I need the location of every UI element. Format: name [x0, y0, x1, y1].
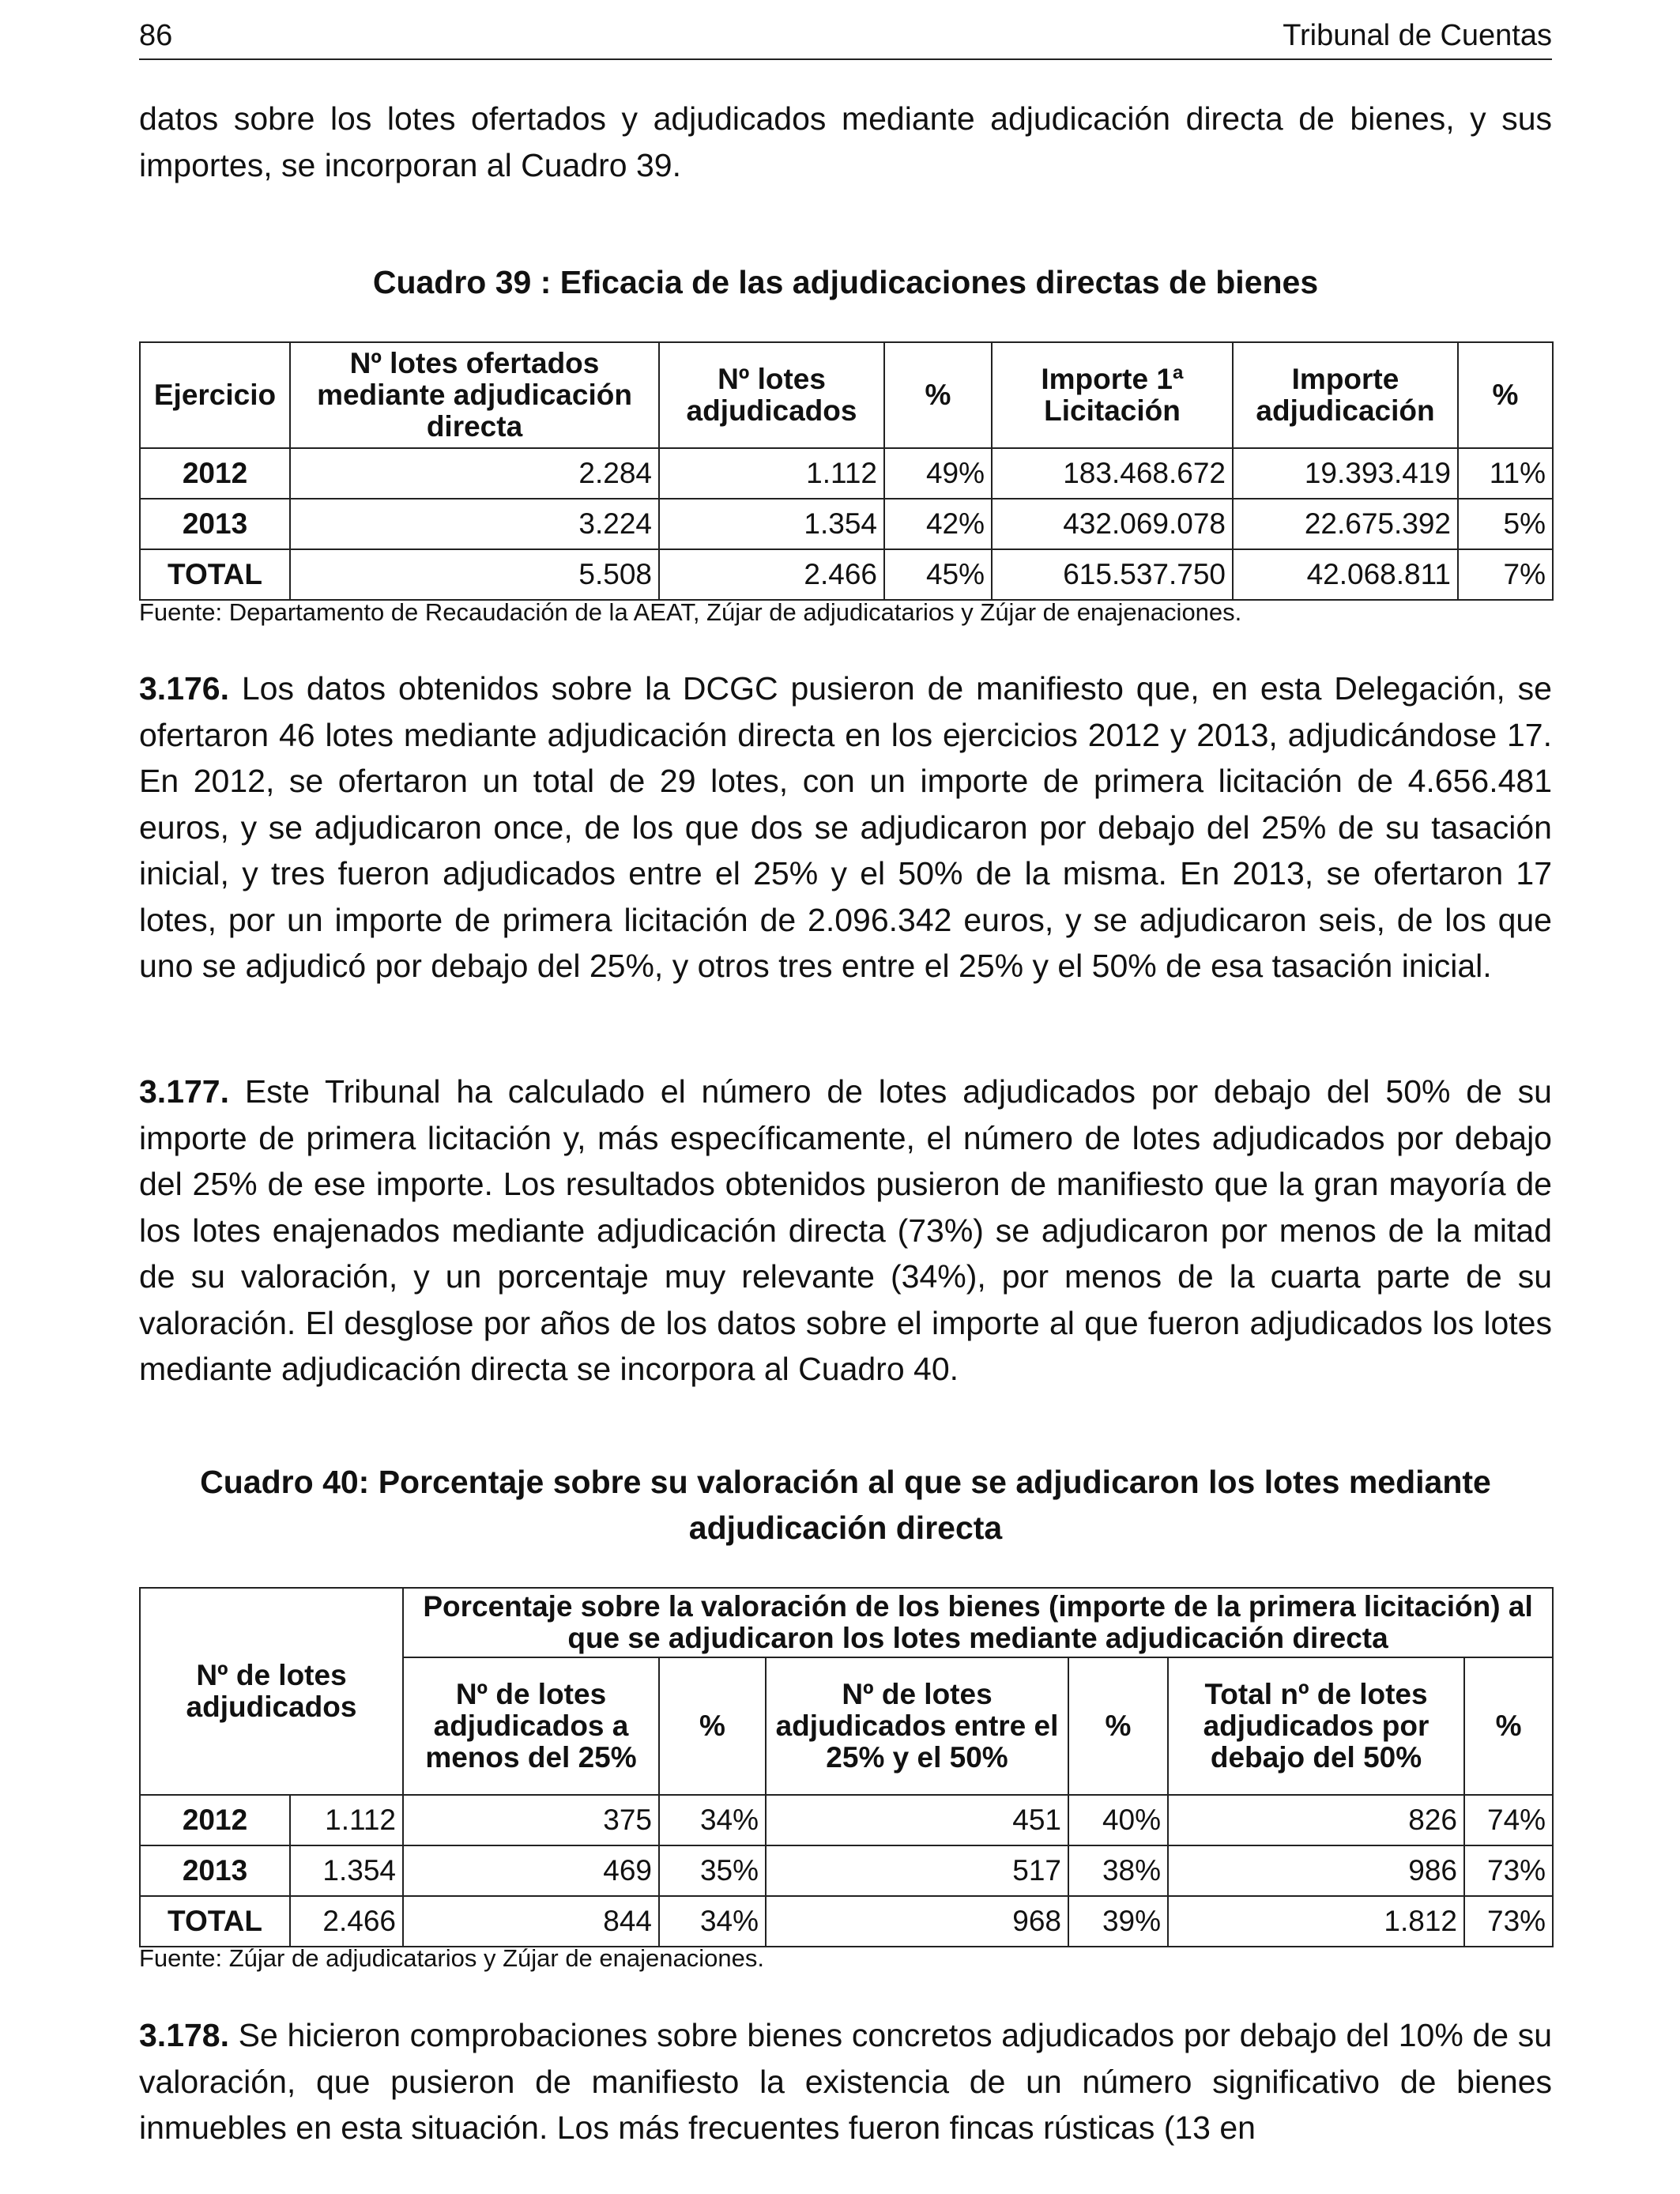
- cell-menos-25: 844: [403, 1896, 659, 1947]
- col-menos-25: Nº de lotes adjudicados a menos del 25%: [403, 1657, 659, 1795]
- cuadro39-title: Cuadro 39 : Eficacia de las adjudicaciones directas de bienes: [372, 264, 1319, 300]
- cell-importe-licitacion: 183.468.672: [992, 448, 1233, 499]
- cell-importe-licitacion: 615.537.750: [992, 549, 1233, 600]
- col-importe-adjudicacion: Importe adjudicación: [1233, 342, 1458, 448]
- paragraph-3176: [139, 665, 1552, 990]
- cell-pct-entre: 38%: [1068, 1845, 1168, 1896]
- cell-pct-entre: 39%: [1068, 1896, 1168, 1947]
- running-title: Tribunal de Cuentas: [1283, 19, 1552, 52]
- cell-entre: 968: [766, 1896, 1068, 1947]
- table-row-total: [140, 549, 1553, 600]
- cell-ofertados: 3.224: [290, 499, 659, 549]
- paragraph-text: Se hicieron comprobaciones sobre bienes concretos adjudicados por debajo del 10% de su valoración, que pusieron de manifiesto la existencia de un número significativo de bienes inmuebles en esta situación. Los más frecuentes fueron fincas rústicas (13 en: [139, 2017, 1552, 2146]
- cell-ofertados: 2.284: [290, 448, 659, 499]
- col-pct-importe: %: [1458, 342, 1553, 448]
- row-year: TOTAL: [140, 1896, 290, 1947]
- paragraph-3178: [139, 2012, 1552, 2151]
- cell-total-50: 986: [1168, 1845, 1464, 1896]
- cell-pct: 49%: [884, 448, 992, 499]
- col-pct-entre: %: [1068, 1657, 1168, 1795]
- cell-importe-adjudicacion: 22.675.392: [1233, 499, 1458, 549]
- row-year: 2012: [140, 1795, 290, 1845]
- col-pct-menos-25: %: [659, 1657, 766, 1795]
- cell-ofertados: 5.508: [290, 549, 659, 600]
- cell-pct: 45%: [884, 549, 992, 600]
- col-pct-total: %: [1464, 1657, 1553, 1795]
- table-row: [140, 499, 1553, 549]
- table-header-row: [140, 342, 1553, 448]
- cell-entre: 517: [766, 1845, 1068, 1896]
- cell-adjudicados: 1.354: [659, 499, 884, 549]
- cuadro39-table: [139, 341, 1554, 601]
- page-number: 86: [139, 19, 173, 52]
- cell-entre: 451: [766, 1795, 1068, 1845]
- cell-pct: 42%: [884, 499, 992, 549]
- cell-importe-adjudicacion: 19.393.419: [1233, 448, 1458, 499]
- col-ejercicio: Ejercicio: [140, 342, 290, 448]
- cuadro40-table: [139, 1587, 1554, 1947]
- cell-total-50: 1.812: [1168, 1896, 1464, 1947]
- table-header-row: [140, 1588, 1553, 1657]
- cell-pct-importe: 11%: [1458, 448, 1553, 499]
- paragraph-text: Los datos obtenidos sobre la DCGC pusieron de manifiesto que, en esta Delegación, se ofertaron 46 lotes mediante adjudicación directa en los ejercicios 2012 y 2013, adjudicándose 17. En 2012, se ofertaron un total de 29 lotes, con un importe de primera licitación de 4.656.481 euros, y se adjudicaron once, de los que dos se adjudicaron por debajo del 25% de su tasación inicial, y tres fueron adjudicados entre el 25% y el 50% de la misma. En 2013, se ofertaron 17 lotes, por un importe de primera licitación de 2.096.342 euros, y se adjudicaron seis, de los que uno se adjudicó por debajo del 25%, y otros tres entre el 25% y el 50% de esa tasación inicial.: [139, 670, 1552, 984]
- col-importe-licitacion: Importe 1ª Licitación: [992, 342, 1233, 448]
- cuadro40-source: Fuente: Zújar de adjudicatarios y Zújar de enajenaciones.: [139, 1944, 764, 1972]
- col-lotes-adjudicados: Nº de lotes adjudicados: [140, 1588, 403, 1795]
- table-row: [140, 448, 1553, 499]
- cell-pct-menos-25: 34%: [659, 1795, 766, 1845]
- cell-pct-importe: 5%: [1458, 499, 1553, 549]
- cell-menos-25: 469: [403, 1845, 659, 1896]
- cell-adjudicados: 1.112: [290, 1795, 403, 1845]
- row-year: 2013: [140, 499, 290, 549]
- cell-importe-licitacion: 432.069.078: [992, 499, 1233, 549]
- paragraph-number: 3.176.: [139, 670, 229, 707]
- table-row: [140, 1795, 1553, 1845]
- row-year: 2012: [140, 448, 290, 499]
- cuadro40-title: Cuadro 40: Porcentaje sobre su valoración al que se adjudicaron los lotes mediante adjudicación directa: [200, 1464, 1491, 1546]
- cell-importe-adjudicacion: 42.068.811: [1233, 549, 1458, 600]
- cell-pct-importe: 7%: [1458, 549, 1553, 600]
- cell-pct-entre: 40%: [1068, 1795, 1168, 1845]
- col-group-porcentaje: Porcentaje sobre la valoración de los bienes (importe de la primera licitación) al que se adjudicaron los lotes mediante adjudicación directa: [403, 1588, 1553, 1657]
- cell-adjudicados: 1.354: [290, 1845, 403, 1896]
- cell-pct-menos-25: 34%: [659, 1896, 766, 1947]
- cell-adjudicados: 2.466: [659, 549, 884, 600]
- row-year: TOTAL: [140, 549, 290, 600]
- cell-menos-25: 375: [403, 1795, 659, 1845]
- cell-adjudicados: 2.466: [290, 1896, 403, 1947]
- col-total-debajo-50: Total nº de lotes adjudicados por debajo del 50%: [1168, 1657, 1464, 1795]
- row-year: 2013: [140, 1845, 290, 1896]
- paragraph-number: 3.177.: [139, 1073, 229, 1110]
- paragraph-number: 3.178.: [139, 2017, 229, 2053]
- cell-pct-total: 73%: [1464, 1845, 1553, 1896]
- table-row-total: [140, 1896, 1553, 1947]
- cell-pct-total: 74%: [1464, 1795, 1553, 1845]
- cuadro39-source: Fuente: Departamento de Recaudación de la AEAT, Zújar de adjudicatarios y Zújar de enajenaciones.: [139, 598, 1242, 626]
- page-header: [139, 14, 1552, 60]
- col-pct-adjudicados: %: [884, 342, 992, 448]
- cell-pct-total: 73%: [1464, 1896, 1553, 1947]
- col-lotes-adjudicados: Nº lotes adjudicados: [659, 342, 884, 448]
- intro-paragraph: datos sobre los lotes ofertados y adjudicados mediante adjudicación directa de bienes, y sus importes, se incorporan al Cuadro 39.: [139, 100, 1552, 183]
- table-row: [140, 1845, 1553, 1896]
- cell-total-50: 826: [1168, 1795, 1464, 1845]
- col-lotes-ofertados: Nº lotes ofertados mediante adjudicación directa: [290, 342, 659, 448]
- paragraph-text: Este Tribunal ha calculado el número de lotes adjudicados por debajo del 50% de su importe de primera licitación y, más específicamente, el número de lotes adjudicados por debajo del 25% de ese importe. Los resultados obtenidos pusieron de manifiesto que la gran mayoría de los lotes enajenados mediante adjudicación directa (73%) se adjudicaron por menos de la mitad de su valoración, y un porcentaje muy relevante (34%), por menos de la cuarta parte de su valoración. El desglose por años de los datos sobre el importe al que fueron adjudicados los lotes mediante adjudicación directa se incorpora al Cuadro 40.: [139, 1073, 1552, 1387]
- paragraph-3177: [139, 1069, 1552, 1393]
- cell-adjudicados: 1.112: [659, 448, 884, 499]
- col-entre-25-50: Nº de lotes adjudicados entre el 25% y el 50%: [766, 1657, 1068, 1795]
- cell-pct-menos-25: 35%: [659, 1845, 766, 1896]
